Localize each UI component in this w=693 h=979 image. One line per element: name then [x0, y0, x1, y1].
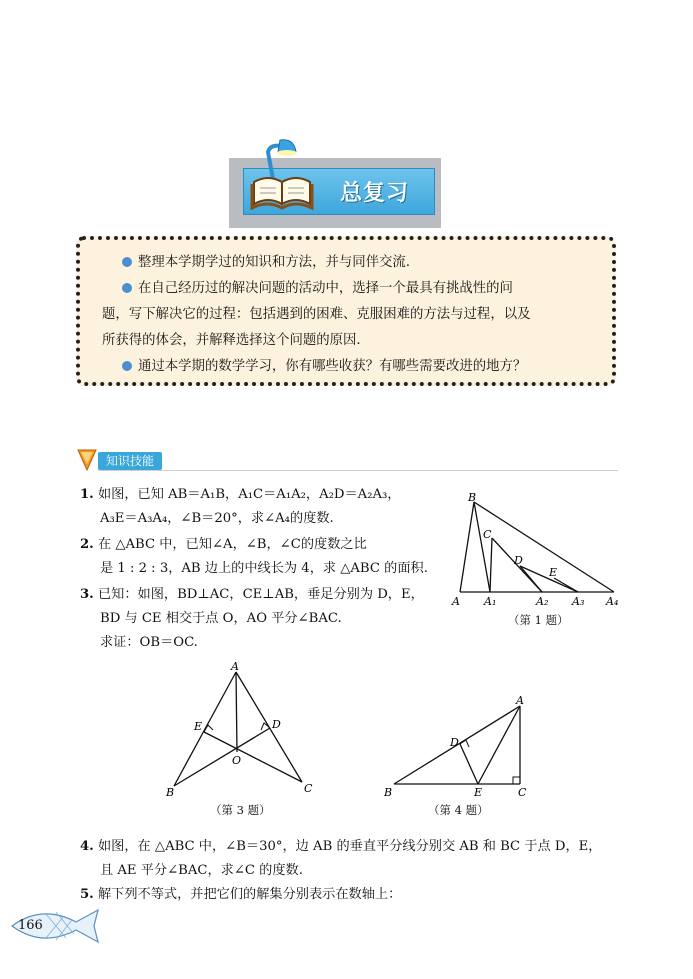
point-label: E	[549, 566, 558, 579]
bullet-icon	[122, 283, 132, 293]
point-label: E	[474, 786, 483, 799]
figure-3-caption: （第 3 题）	[210, 803, 271, 817]
problem-1-cont: A₃E＝A₃A₄，∠B＝20°，求∠A₄的度数.	[100, 511, 334, 526]
bullet-icon	[122, 361, 132, 371]
problem-1: 1. 如图，已知 AB＝A₁B，A₁C＝A₁A₂，A₂D＝A₂A₃，	[80, 487, 401, 502]
point-label: A₄	[606, 595, 619, 608]
point-label: A₁	[484, 595, 497, 608]
section-divider	[98, 470, 618, 471]
lamp-book-icon	[248, 138, 338, 210]
point-label: A	[516, 694, 524, 707]
point-label: D	[272, 718, 281, 731]
point-label: O	[232, 754, 242, 767]
figure-4-caption: （第 4 题）	[428, 803, 489, 817]
diamond-pencil-icon	[76, 446, 98, 472]
point-label: C	[483, 528, 492, 541]
intro-item-continuation: 题，写下解决它的过程：包括遇到的困难、克服困难的方法与过程，以及	[102, 307, 531, 322]
problem-2-cont: 是 1 : 2 : 3，AB 边上的中线长为 4，求 △ABC 的面积.	[100, 561, 428, 576]
problem-4-cont: 且 AE 平分∠BAC，求∠C 的度数.	[100, 863, 303, 878]
figure-4	[380, 692, 540, 800]
point-label: C	[518, 786, 527, 799]
problem-3-cont: BD 与 CE 相交于点 O，AO 平分∠BAC.	[100, 611, 342, 626]
point-label: D	[450, 736, 459, 749]
problem-4: 4. 如图，在 △ABC 中，∠B＝30°，边 AB 的垂直平分线分别交 AB 和 BC 于点 D，E，	[80, 839, 602, 854]
intro-item: 在自己经历过的解决问题的活动中，选择一个最具有挑战性的问	[122, 276, 513, 302]
point-label: D	[514, 554, 523, 567]
bullet-icon	[122, 257, 132, 267]
problem-3-cont: 求证：OB＝OC.	[100, 635, 198, 650]
point-label: C	[304, 782, 313, 795]
point-label: B	[166, 786, 175, 799]
problem-2: 2. 在 △ABC 中，已知∠A，∠B，∠C的度数之比	[80, 537, 367, 552]
figure-1	[446, 488, 626, 610]
point-label: B	[468, 491, 477, 504]
point-label: E	[194, 720, 203, 733]
problem-5: 5. 解下列不等式，并把它们的解集分别表示在数轴上：	[80, 887, 402, 902]
intro-item-continuation: 所获得的体会，并解释选择这个问题的原因.	[102, 333, 361, 348]
point-label: A₃	[572, 595, 585, 608]
page-title: 总复习	[340, 181, 410, 206]
figure-1-caption: （第 1 题）	[508, 613, 569, 627]
section-title: 知识技能	[98, 452, 162, 470]
intro-box	[76, 236, 616, 386]
intro-item: 通过本学期的数学学习，你有哪些收获？有哪些需要改进的地方？	[122, 354, 526, 380]
figure-3	[160, 660, 330, 800]
intro-item: 整理本学期学过的知识和方法，并与同伴交流.	[122, 250, 410, 276]
point-label: A	[231, 660, 239, 673]
point-label: A	[452, 595, 460, 608]
page-number: 166	[18, 918, 43, 933]
point-label: B	[384, 786, 393, 799]
problem-3: 3. 已知：如图，BD⊥AC，CE⊥AB，垂足分别为 D，E，	[80, 587, 424, 602]
point-label: A₂	[536, 595, 549, 608]
